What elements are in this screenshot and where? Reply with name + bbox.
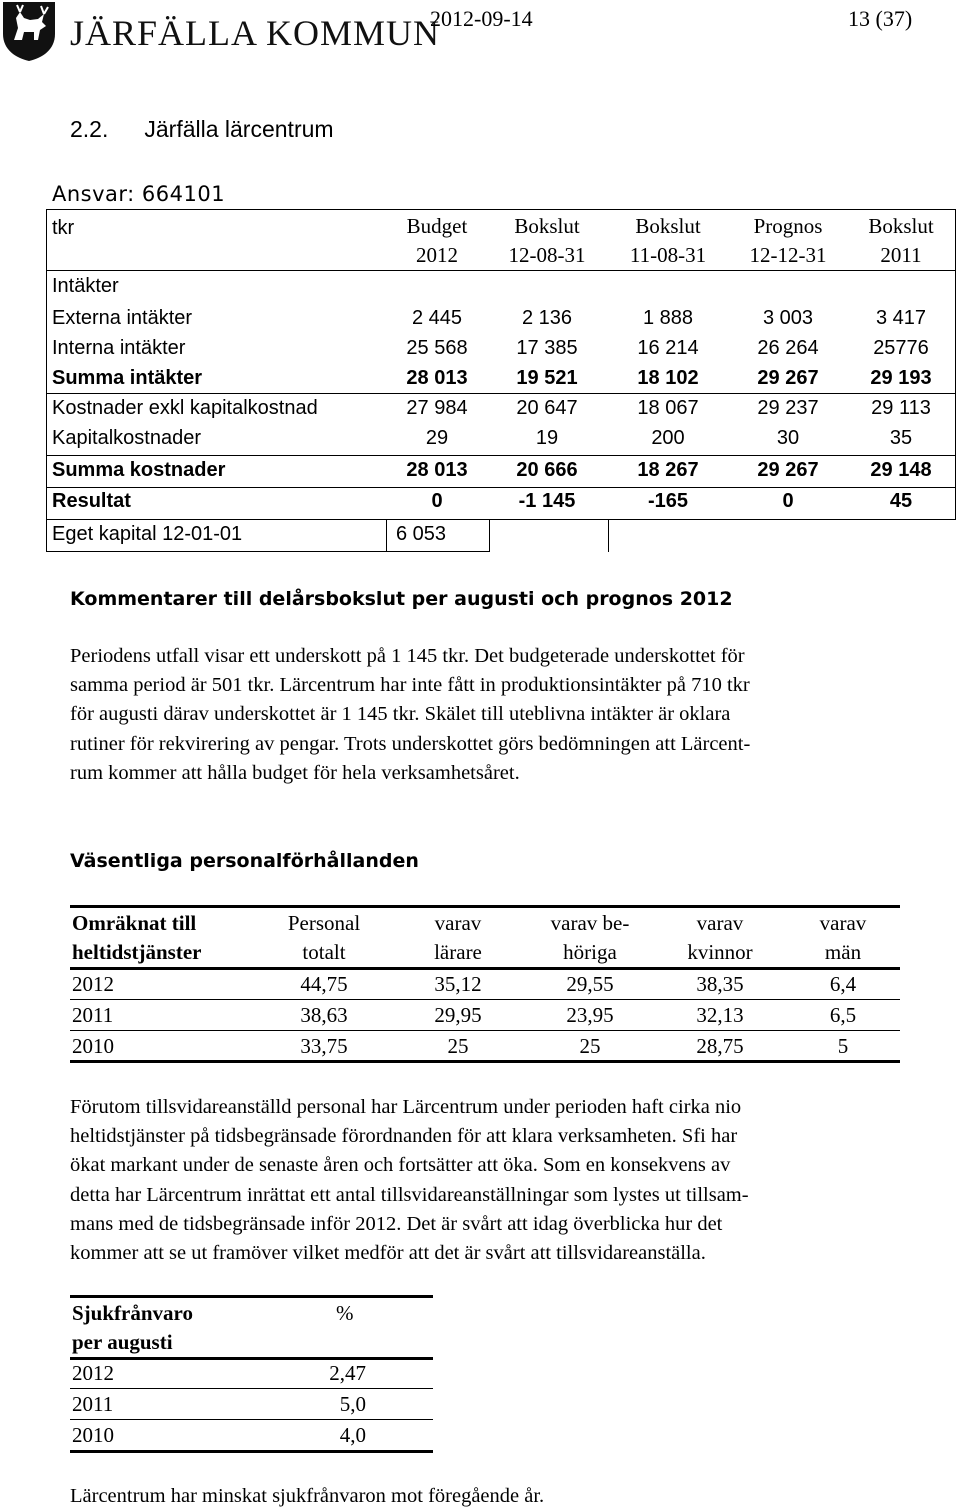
table-cell: -1 145 [518,490,576,512]
unit-label: % [336,1301,354,1325]
table-cell: 0 [431,490,443,512]
table-cell: 23,95 [566,1003,614,1027]
row-label: Kapitalkostnader [52,427,201,449]
table-cell: 25 [447,1034,469,1058]
table-cell: 18 102 [637,367,699,389]
table-cell: 32,13 [696,1003,744,1027]
table-cell: 29,95 [434,1003,482,1027]
section-number: 2.2. [70,116,109,142]
sick-leave-note: Lärcentrum har minskat sjukfrånvaron mot föregående år. [70,1485,545,1507]
table-cell: 2011 [72,1392,114,1416]
row-label: Kostnader exkl kapitalkostnad [52,397,318,419]
table-cell: 200 [651,427,685,449]
page-number: 13 (37) [848,6,913,31]
table-cell: 28 013 [406,459,468,481]
section-title [70,116,370,143]
logo-wordmark: JÄRFÄLLA KOMMUN [70,13,441,53]
table-cell: 20 666 [516,459,578,481]
group-label: Intäkter [52,275,119,297]
table-cell: 30 [776,427,800,449]
column-header: varav kvinnor [687,911,753,964]
table-cell: -165 [647,490,689,512]
section-name: Järfälla lärcentrum [144,116,334,142]
comment-heading: Kommentarer till delårsbokslut per augusti och prognos 2012 [70,588,733,610]
table-cell: 35,12 [434,972,482,996]
table-cell: 25 568 [406,337,468,359]
table-cell: 2010 [72,1423,114,1447]
table-cell: 20 647 [516,397,578,419]
row-label: Summa intäkter [52,367,203,389]
table-cell: 17 385 [516,337,578,359]
table-cell: 5,0 [339,1392,366,1416]
column-header: varav lärare [434,911,482,964]
table-cell: 3 003 [762,307,814,329]
table-cell: 2 136 [521,307,573,329]
table-cell: 19 [535,427,559,449]
table-cell: 44,75 [300,972,348,996]
equity-value: 6 053 [396,523,447,545]
column-header: Personal totalt [287,911,361,964]
table-cell: 38,35 [696,972,744,996]
table-cell: 33,75 [300,1034,348,1058]
table-cell: 29 267 [757,459,819,481]
table-cell: 2012 [72,1361,114,1385]
table-cell: 29,55 [566,972,614,996]
table-cell: 29 113 [871,397,931,419]
table-cell: 6,5 [829,1003,857,1027]
table-cell: 18 267 [637,459,699,481]
table-cell: 27 984 [406,397,468,419]
table-cell: 26 264 [757,337,819,359]
table-cell: 5 [837,1034,849,1058]
table-cell: 19 521 [516,367,578,389]
table-cell: 25776 [873,337,929,359]
table-cell: 2010 [72,1034,114,1058]
table-cell: 2,47 [329,1361,366,1385]
table-cell: 29 237 [757,397,819,419]
table-cell: 2012 [72,972,114,996]
table-cell: 18 067 [637,397,699,419]
row-label: Resultat [52,490,131,512]
table-cell: 25 [579,1034,601,1058]
column-header: Bokslut 12-08-31 [508,214,586,267]
column-header: varav män [819,911,867,964]
table-cell: 29 [425,427,449,449]
comment-paragraph: Periodens utfall visar ett underskott på 1 145 tkr. Det budgeterade underskottet för samma period är 501 tkr. Lärcentrum har inte fått in produktionsintäkter på 710 tkr för augusti därav underskottet är 1 145 tkr. Skälet till uteblivna intäkter är oklara rutiner för rekvirering av pengar. Trots underskottet görs bedömningen att Lärcent- rum kommer att hålla budget för hela verksamhetsåret. [70,645,751,784]
table-cell: 38,63 [300,1003,348,1027]
ansvar-label: Ansvar: 664101 [52,182,226,206]
table-cell: 2011 [72,1003,114,1027]
column-header: varav be- höriga [550,911,630,964]
personnel-heading: Väsentliga personalförhållanden [70,850,419,872]
row-label: Summa kostnader [52,459,226,481]
table-cell: 16 214 [637,337,699,359]
column-header: Prognos 12-12-31 [749,214,827,267]
column-header: Bokslut 2011 [868,214,934,267]
table-cell: 35 [889,427,913,449]
equity-label: Eget kapital 12-01-01 [52,523,243,545]
table-cell: 28 013 [406,367,468,389]
municipality-crest-icon [0,0,58,62]
personnel-paragraph: Förutom tillsvidareanställd personal har Lärcentrum under perioden haft cirka nio heltidstjänster på tidsbegränsade förordnanden för att klara verksamheten. Sfi har ökat markant under de senaste åren och fortsätter att öka. Som en konsekvens av detta har Lärcentrum inrättat ett antal tillsvidareanställningar som lystes ut tillsam- mans med de tidsbegränsade inför 2012. Det är svårt att idag överblicka hur det kommer att se ut framöver vilket medför att det är svårt att tillsvidareanställa. [70,1096,749,1265]
row-label: Interna intäkter [52,337,186,359]
column-header: Budget 2012 [406,214,468,267]
table-cell: 29 148 [870,459,932,481]
table-cell: 1 888 [642,307,694,329]
table-cell: 28,75 [696,1034,744,1058]
document-date: 2012-09-14 [430,6,533,31]
column-header: Bokslut 11-08-31 [629,214,707,267]
row-label: Externa intäkter [52,307,193,329]
table-cell: 3 417 [875,307,927,329]
unit-label: tkr [52,217,75,239]
table-cell: 45 [889,490,913,512]
column-header: Omräknat till heltidstjänster [72,911,202,964]
table-cell: 29 193 [870,367,932,389]
table-cell: 29 267 [757,367,819,389]
table-cell: 2 445 [411,307,463,329]
table-cell: 0 [782,490,794,512]
table-cell: 6,4 [829,972,857,996]
table-cell: 4,0 [339,1423,366,1447]
column-header: Sjukfrånvaro per augusti [72,1301,193,1354]
